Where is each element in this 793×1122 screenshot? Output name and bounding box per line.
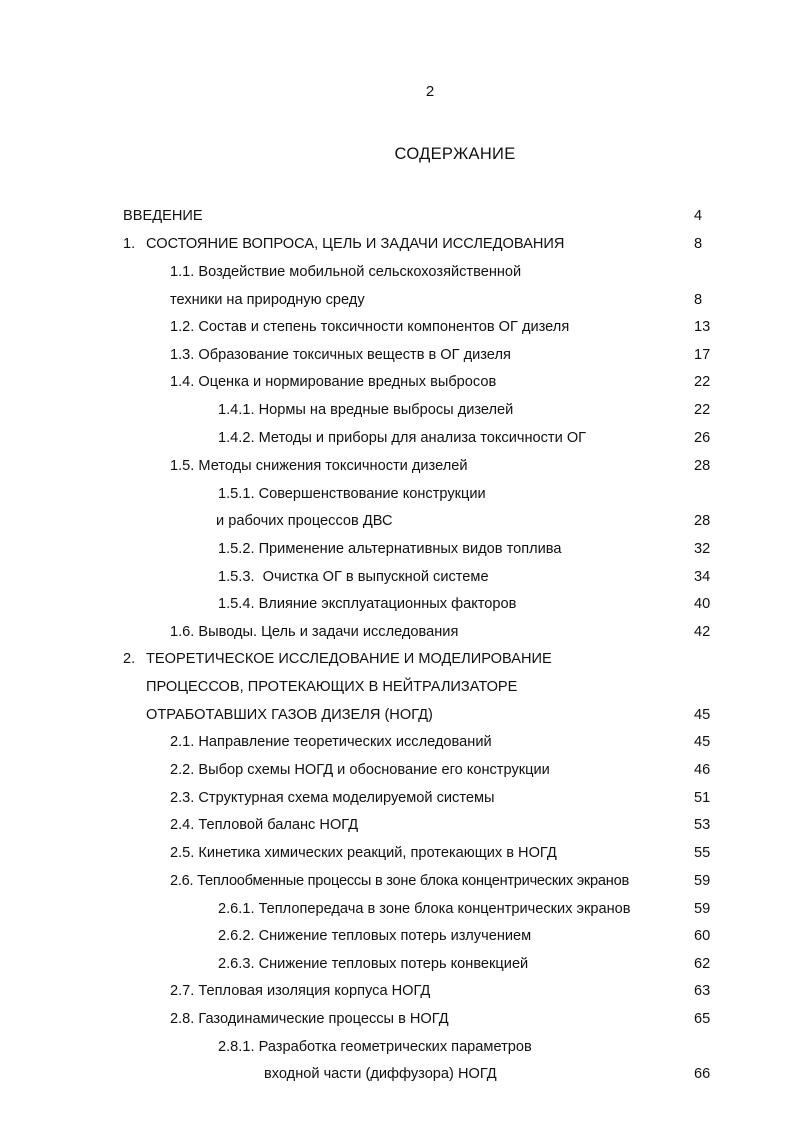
toc-entry-page: 46 — [694, 762, 711, 778]
toc-entry-page: 60 — [694, 928, 711, 944]
toc-entry-page: 62 — [694, 956, 711, 972]
toc-entry-page: 42 — [694, 624, 711, 640]
toc-entry-page: 40 — [694, 596, 711, 612]
toc-entry-page: 65 — [694, 1011, 711, 1027]
toc-entry-text: 1.5.3. Очистка ОГ в выпускной системе — [218, 569, 489, 585]
toc-entry-text: 1.4.2. Методы и приборы для анализа токсичности ОГ — [218, 430, 587, 446]
toc-entry-text: 1.2. Состав и степень токсичности компонентов ОГ дизеля — [170, 319, 570, 335]
toc-entry-text: 1.4.1. Нормы на вредные выбросы дизелей — [218, 402, 514, 418]
toc-entry-page: 13 — [694, 319, 711, 335]
toc-entry-page: 28 — [694, 513, 711, 529]
toc-entry-text: 2.2. Выбор схемы НОГД и обоснование его конструкции — [170, 762, 550, 778]
toc-entry-page: 45 — [694, 707, 711, 723]
toc-entry-text: 2.6.3. Снижение тепловых потерь конвекцией — [218, 956, 529, 972]
toc-entry-page: 59 — [694, 873, 711, 889]
toc-entry-page: 32 — [694, 541, 711, 557]
toc-entry-text: 1.6. Выводы. Цель и задачи исследования — [170, 624, 459, 640]
toc-entry-page — [694, 1037, 724, 1057]
toc-entry-page: 55 — [694, 845, 711, 861]
toc-entry-text: 1.5. Методы снижения токсичности дизелей — [170, 458, 468, 474]
toc-entry-page: 66 — [694, 1066, 711, 1082]
toc-entry-page — [694, 677, 724, 697]
toc-entry-page — [694, 649, 724, 669]
toc-entry-page: 8 — [694, 236, 703, 252]
toc-entry-page: 45 — [694, 734, 711, 750]
toc-entry-page: 4 — [694, 208, 703, 224]
toc-entry-text: и рабочих процессов ДВС — [216, 513, 393, 529]
toc-entry-page — [694, 484, 724, 504]
toc-entry-page: 51 — [694, 790, 711, 806]
toc-entry-text: 1.4. Оценка и нормирование вредных выбросов — [170, 374, 497, 390]
toc-entry-text: 2.8. Газодинамические процессы в НОГД — [170, 1011, 449, 1027]
toc-entry-text: 2.6.2. Снижение тепловых потерь излучением — [218, 928, 532, 944]
toc-entry-text: ОТРАБОТАВШИХ ГАЗОВ ДИЗЕЛЯ (НОГД) — [146, 707, 433, 723]
toc-entry-page: 26 — [694, 430, 711, 446]
toc-entry-text: 1.5.2. Применение альтернативных видов топлива — [218, 541, 562, 557]
toc-entry-text: входной части (диффузора) НОГД — [264, 1066, 497, 1082]
toc-entry-text: 1.5.1. Совершенствование конструкции — [218, 486, 486, 502]
toc-entry-text: ВВЕДЕНИЕ — [123, 208, 203, 224]
toc-entry-page: 53 — [694, 817, 711, 833]
toc-entry-page — [694, 262, 724, 282]
toc-entry-text: 1.3. Образование токсичных веществ в ОГ дизеля — [170, 347, 511, 363]
toc-entry-text: 2.6.1. Теплопередача в зоне блока концентрических экранов — [218, 901, 631, 917]
toc-entry-text: 2.7. Тепловая изоляция корпуса НОГД — [170, 983, 431, 999]
toc-entry-text: СОСТОЯНИЕ ВОПРОСА, ЦЕЛЬ И ЗАДАЧИ ИССЛЕДОВАНИЯ — [146, 236, 565, 252]
toc-entry-text: техники на природную среду — [170, 292, 365, 308]
toc-entry-text: 2.3. Структурная схема моделируемой системы — [170, 790, 495, 806]
toc-entry-page: 22 — [694, 374, 711, 390]
toc-entry-number: 1. — [123, 236, 136, 252]
toc-entry-page: 22 — [694, 402, 711, 418]
toc-entry-text: 2.8.1. Разработка геометрических параметров — [218, 1039, 532, 1055]
toc-entry-page: 63 — [694, 983, 711, 999]
toc-entry-page: 34 — [694, 569, 711, 585]
toc-entry-text: 2.5. Кинетика химических реакций, протекающих в НОГД — [170, 845, 557, 861]
toc-entry-text: 2.4. Тепловой баланс НОГД — [170, 817, 359, 833]
toc-entry-page: 17 — [694, 347, 711, 363]
page-title: СОДЕРЖАНИЕ — [394, 145, 516, 163]
toc-entry-text: ПРОЦЕССОВ, ПРОТЕКАЮЩИХ В НЕЙТРАЛИЗАТОРЕ — [146, 679, 518, 695]
toc-entry-text: 1.5.4. Влияние эксплуатационных факторов — [218, 596, 517, 612]
toc-entry-number: 2. — [123, 651, 136, 667]
toc-entry-page: 8 — [694, 292, 703, 308]
toc-entry-page: 28 — [694, 458, 711, 474]
page-number: 2 — [425, 83, 435, 100]
toc-entry-text: 2.1. Направление теоретических исследований — [170, 734, 492, 750]
toc-entry-text: 2.6. Теплообменные процессы в зоне блока концентрических экранов — [170, 873, 629, 889]
toc-entry-text: 1.1. Воздействие мобильной сельскохозяйственной — [170, 264, 522, 280]
toc-entry-page: 59 — [694, 901, 711, 917]
toc-entry-text: ТЕОРЕТИЧЕСКОЕ ИССЛЕДОВАНИЕ И МОДЕЛИРОВАНИЕ — [146, 651, 552, 667]
